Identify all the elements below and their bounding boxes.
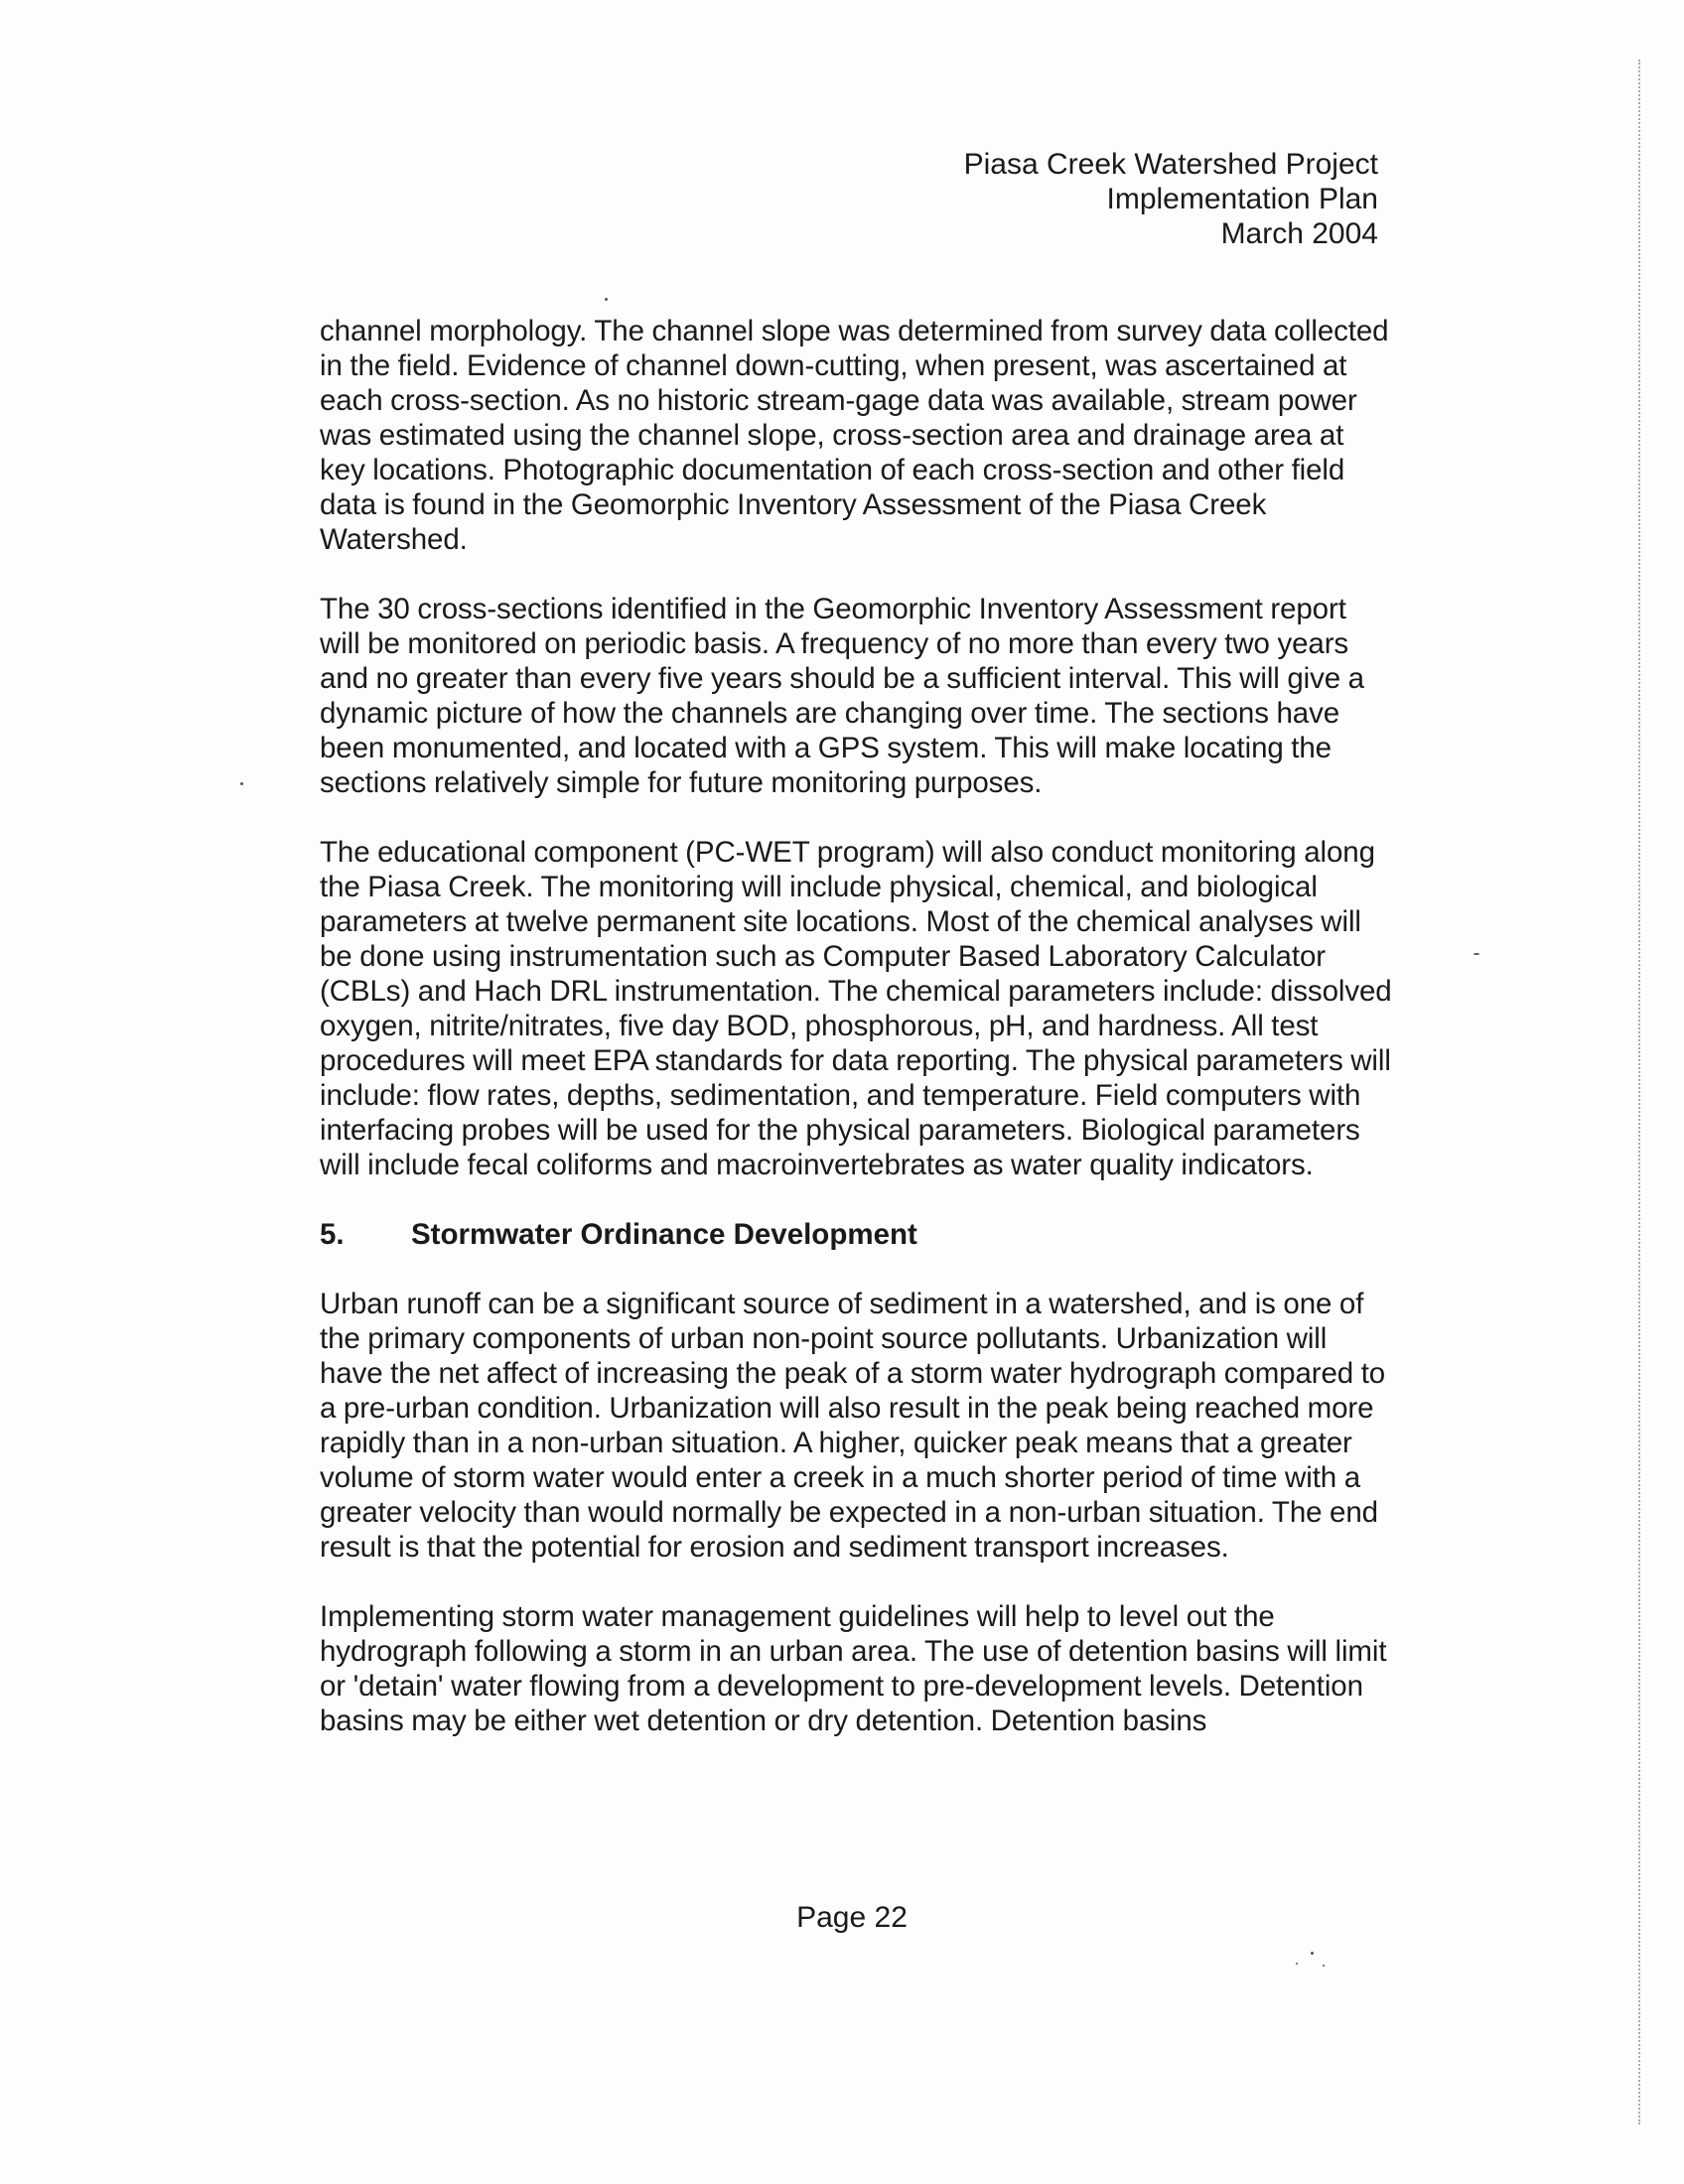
paragraph-storm-water-guidelines: Implementing storm water management guidelines will help to level out the hydrograph following a storm in an urban area. The use of detention basins will limit or 'detain' water flowing from a development to pre-development levels. Detention basins may be either wet detention or dry detention. Detention basins (320, 1600, 1387, 1737)
paragraph-cross-sections: The 30 cross-sections identified in the Geomorphic Inventory Assessment report will be monitored on periodic basis. A frequency of no more than every two years and no greater than every five years should be a sufficient interval. This will give a dynamic picture of how the channels are changing over time. The sections have been monumented, and located with a GPS system. This will make locating the sections relatively simple for future monitoring purposes. (320, 593, 1364, 799)
section-heading (320, 1217, 1392, 1252)
scan-speck (1296, 1963, 1298, 1965)
paragraph-urban-runoff: Urban runoff can be a significant source of sediment in a watershed, and is one of the primary components of urban non-point source pollutants. Urbanization will have the net affect of increasing the peak of a storm water hydrograph compared to a pre-urban condition. Urbanization will also result in the peak being reached more rapidly than in a non-urban situation. A higher, quicker peak means that a greater volume of storm water would enter a creek in a much shorter period of time with a greater velocity than would normally be expected in a non-urban situation. The end result is that the potential for erosion and sediment transport increases. (320, 1288, 1386, 1564)
page-body (320, 314, 1392, 1773)
header-date: March 2004 (1220, 217, 1378, 250)
scan-edge-artifact (1636, 60, 1640, 2124)
scan-speck (1474, 953, 1479, 955)
header-document-title: Implementation Plan (1106, 183, 1378, 215)
paragraph-channel-morphology: channel morphology. The channel slope was determined from survey data collected in the field. Evidence of channel down-cutting, when present, was ascertained at each cross-section. As no historic stream-gage data was available, stream power was estimated using the channel slope, cross-section area and drainage area at key locations. Photographic documentation of each cross-section and other field data is found in the Geomorphic Inventory Assessment of the Piasa Creek Watershed. (320, 315, 1389, 556)
section-title: Stormwater Ordinance Development (411, 1218, 917, 1251)
scan-speck (1311, 1952, 1314, 1955)
paragraph-educational-monitoring: The educational component (PC-WET program) will also conduct monitoring along the Piasa Creek. The monitoring will include physical, chemical, and biological parameters at twelve permanent site locations. Most of the chemical analyses will be done using instrumentation such as Computer Based Laboratory Calculator (CBLs) and Hach DRL instrumentation. The chemical parameters include: dissolved oxygen, nitrite/nitrates, five day BOD, phosphorous, pH, and hardness. All test procedures will meet EPA standards for data reporting. The physical parameters will include: flow rates, depths, sedimentation, and temperature. Field computers with interfacing probes will be used for the physical parameters. Biological parameters will include fecal coliforms and macroinvertebrates as water quality indicators. (320, 836, 1392, 1181)
scan-speck (240, 782, 243, 785)
page-header (964, 147, 1378, 251)
scan-speck (605, 298, 608, 301)
scan-speck (1323, 1965, 1325, 1967)
header-project-title: Piasa Creek Watershed Project (963, 148, 1378, 181)
page-number: Page 22 (796, 1901, 908, 1934)
section-number: 5. (320, 1218, 345, 1251)
